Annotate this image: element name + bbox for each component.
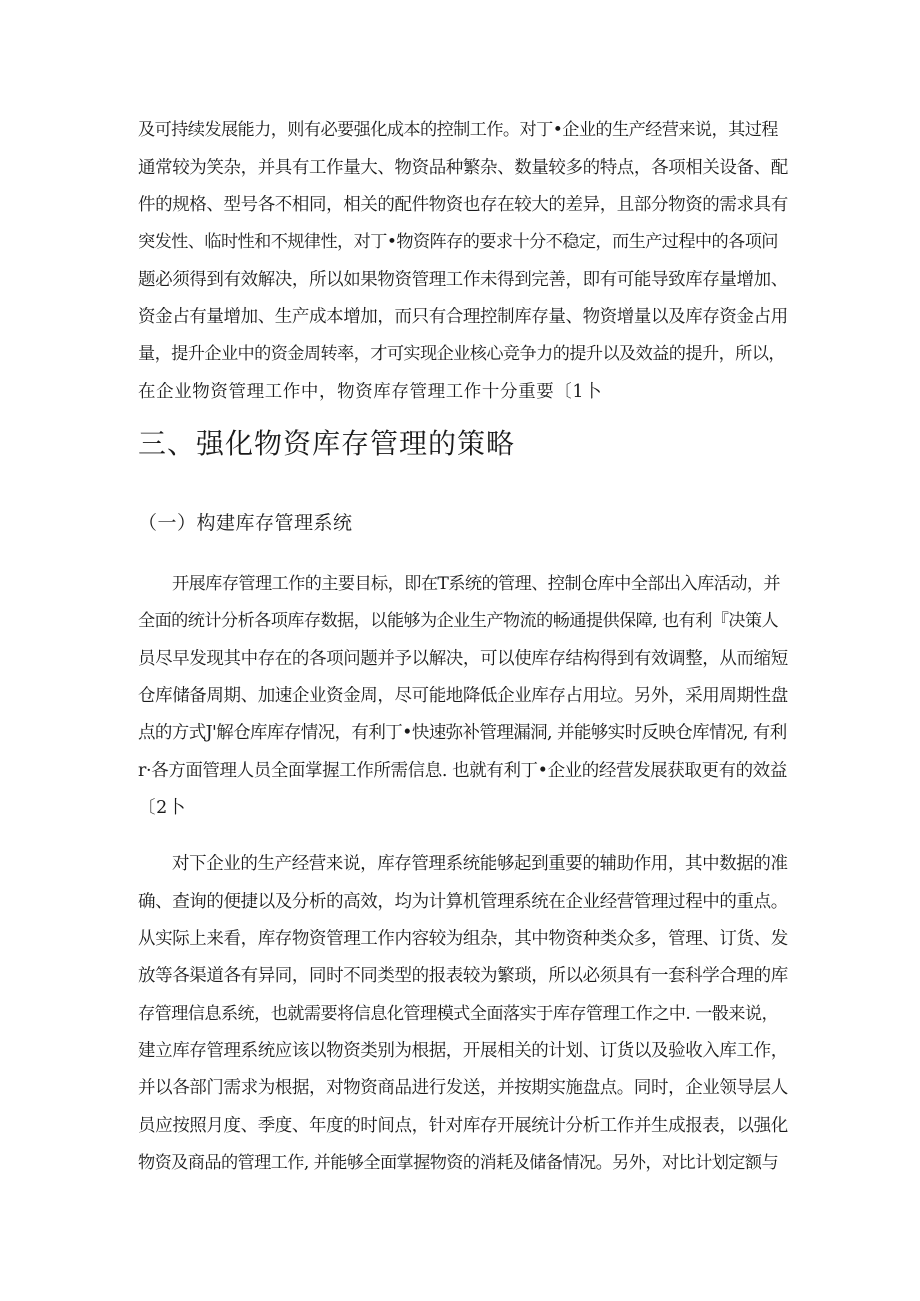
text-line: 仓库储备周期、加速企业资金周，尽可能地降低企业库存占用垃。另外，采用周期性盘 xyxy=(138,686,788,706)
text-line: 通常较为笑杂，并具有工作量大、物资品种繁杂、数量较多的特点，各项相关设备、配 xyxy=(138,158,788,178)
text-line: 〔2卜 xyxy=(138,798,186,818)
subsection-title: （一）构建库存管理系统 xyxy=(138,512,353,534)
text-line: 点的方式J'解仓库库存情况，有利丁•快速弥补管理漏洞, 并能够实时反映仓库情况, 有利 xyxy=(138,723,787,743)
text-line: 开展库存管理工作的主要目标，即在T系统的管理、控制仓库中全部出入库活动，并 xyxy=(172,574,781,594)
text-line: 件的规格、型号各不相同，相关的配件物资也存在较大的差异，且部分物资的需求具有 xyxy=(138,195,788,215)
text-line: 及可持续发展能力，则有必要强化成本的控制工作。对丁•企业的生产经营来说，其过程 xyxy=(138,120,778,140)
text-line: 放等各渠道各有异同，同时不同类型的报表较为繁琐，所以必须具有一套科学合理的库 xyxy=(138,966,788,986)
text-line: 从实际上来看，库存物资管理工作内容较为组杂，其中物资种类众多，管理、订货、发 xyxy=(138,929,788,949)
text-line: 突发性、临时性和不规律性，对丁•物资阵存的要求十分不稳定，而生产过程中的各项问 xyxy=(138,232,778,252)
text-line: 员尽早发现其中存在的各项问题并予以解决，可以使库存结构得到有效调整，从而缩短 xyxy=(138,649,788,669)
text-line: 全面的统计分析各项库存数据，以能够为企业生产物流的畅通提供保障, 也有利『决策人 xyxy=(138,611,779,631)
text-line: 物资及商品的管理工作, 并能够全面掌握物资的消耗及储备情况。另外，对比计划定额与 xyxy=(138,1153,779,1173)
text-line: 并以各部门需求为根据，对物资商品进行发送，并按期实施盘点。同时，企业领导层人 xyxy=(138,1078,788,1098)
text-line: 建立库存管理系统应该以物资类别为根据，开展相关的计划、订货以及验收入库工作， xyxy=(138,1041,788,1061)
text-line: 量，提升企业中的资金周转率，才可实现企业核心竞争力的提升以及效益的提升，所以， xyxy=(138,344,785,364)
text-line: 存管理信息系统，也就需要将信息化管理模式全面落实于库存管理工作之中. 一骰来说， xyxy=(138,1004,779,1024)
text-line: 确、查询的便捷以及分析的高效，均为计算机管理系统在企业经营管理过程中的重点。 xyxy=(138,892,788,912)
text-line: 题必须得到有效解决，所以如果物资管理工作未得到完善，即有可能导致库存量增加、 xyxy=(138,270,788,290)
text-line: r·各方面管理人员全面掌握工作所需信息. 也就有利丁•企业的经营发展获取更有的效益 xyxy=(138,761,787,781)
text-line: 员应按照月度、季度、年度的时间点，针对库存开展统计分析工作并生成报表，以强化 xyxy=(138,1116,788,1136)
text-line: 在企业物资管理工作中，物资库存管理工作十分重要〔1卜 xyxy=(138,382,603,402)
text-line: 资金占有量增加、生产成本增加，而只有合理控制库存量、物资增量以及库存资金占用 xyxy=(138,307,788,327)
text-line: 对下企业的生产经营来说，库存管理系统能够起到重要的辅助作用，其中数据的准 xyxy=(172,854,788,874)
section-title: 三、强化物资库存管理的策略 xyxy=(138,427,516,460)
